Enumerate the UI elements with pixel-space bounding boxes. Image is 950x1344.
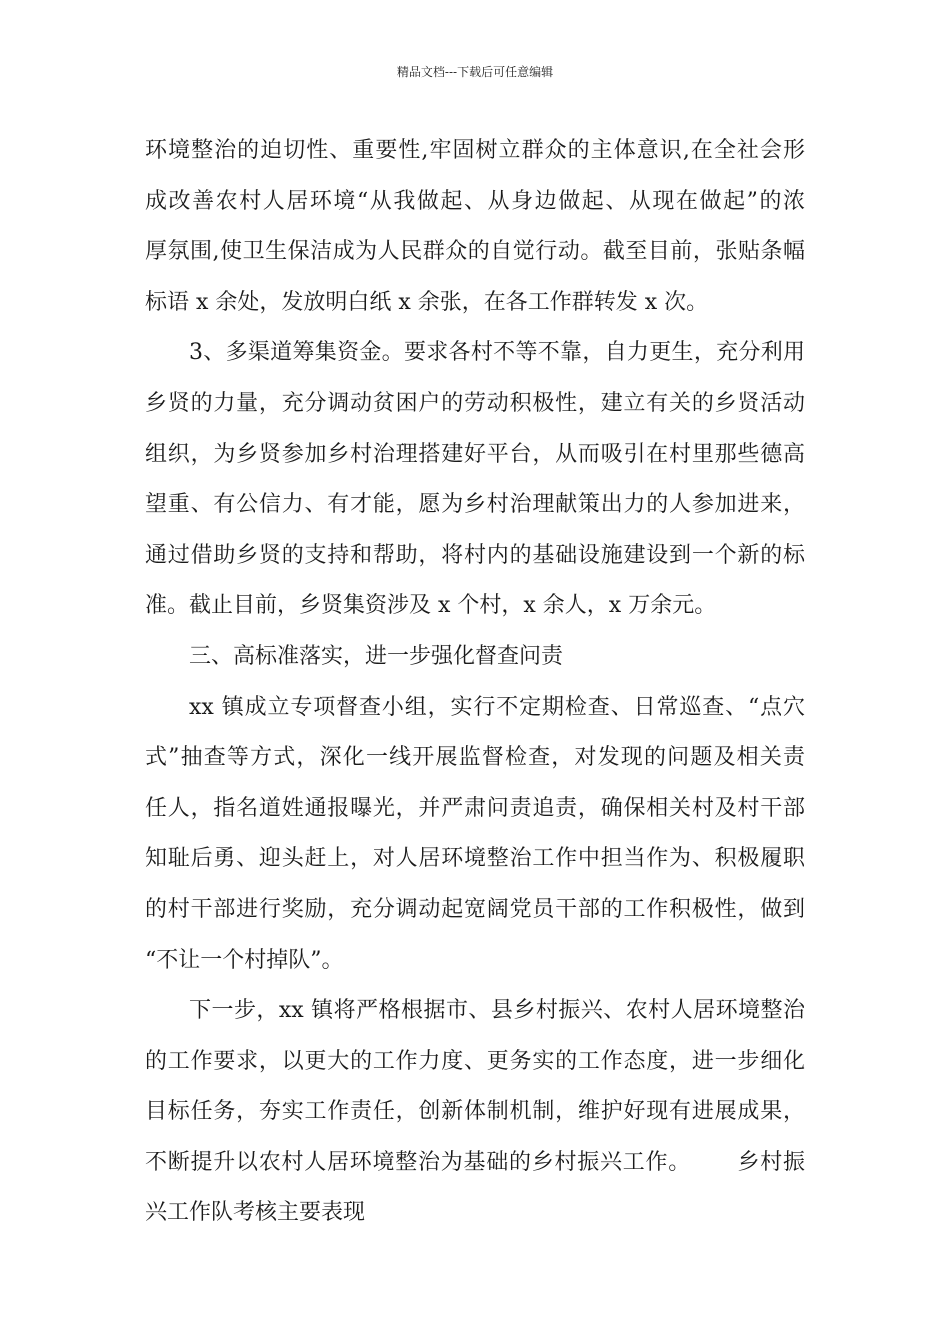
section-heading-text: 三、高标准落实，进一步强化督查问责 <box>189 643 564 669</box>
text-line: 通过借助乡贤的支持和帮助，将村内的基础设施建设到一个新的标 <box>145 542 805 568</box>
text-line: 的工作要求，以更大的工作力度、更务实的工作态度，进一步细化 <box>145 1048 805 1074</box>
document-body <box>145 126 805 1239</box>
text-line: 厚氛围,使卫生保洁成为人民群众的自觉行动。截至目前，张贴条幅 <box>145 239 805 265</box>
paragraph-publicity <box>145 126 805 328</box>
paragraph-next-steps <box>145 986 805 1239</box>
text-line: 组织，为乡贤参加乡村治理搭建好平台，从而吸引在村里那些德高 <box>145 441 805 467</box>
page-header <box>0 64 950 80</box>
text-line: 不断提升以农村人居环境整治为基础的乡村振兴工作。 乡村振 <box>145 1149 805 1175</box>
text-line: “不让一个村掉队”。 <box>145 947 344 973</box>
section-heading <box>145 632 805 683</box>
text-line: xx 镇成立专项督查小组，实行不定期检查、日常巡查、“点穴 <box>189 694 805 720</box>
paragraph-funding <box>145 328 805 632</box>
text-line: 乡贤的力量，充分调动贫困户的劳动积极性，建立有关的乡贤活动 <box>145 390 805 416</box>
text-line: 任人，指名道姓通报曝光，并严肃问责追责，确保相关村及村干部 <box>145 795 805 821</box>
text-line: 目标任务，夯实工作责任，创新体制机制，维护好现有进展成果， <box>145 1099 805 1125</box>
text-line: 准。截止目前，乡贤集资涉及 x 个村，x 余人，x 万余元。 <box>145 593 717 619</box>
text-line: 知耻后勇、迎头赶上，对人居环境整治工作中担当作为、积极履职 <box>145 846 805 872</box>
text-line: 标语 x 余处，发放明白纸 x 余张，在各工作群转发 x 次。 <box>145 289 709 315</box>
text-line: 3、多渠道筹集资金。要求各村不等不靠，自力更生，充分利用 <box>189 340 805 366</box>
text-line: 成改善农村人居环境“从我做起、从身边做起、从现在做起”的浓 <box>145 188 805 214</box>
paragraph-supervision <box>145 683 805 987</box>
header-watermark-text: 精品文档---下载后可任意编辑 <box>396 65 554 79</box>
text-line: 式”抽查等方式，深化一线开展监督检查，对发现的问题及相关责 <box>145 745 805 771</box>
text-line: 环境整治的迫切性、重要性,牢固树立群众的主体意识,在全社会形 <box>145 138 805 163</box>
text-line: 兴工作队考核主要表现 <box>145 1200 366 1226</box>
text-line: 下一步，xx 镇将严格根据市、县乡村振兴、农村人居环境整治 <box>189 998 805 1024</box>
text-line: 的村干部进行奖励，充分调动起宽阔党员干部的工作积极性，做到 <box>145 896 805 922</box>
text-line: 望重、有公信力、有才能，愿为乡村治理献策出力的人参加进来， <box>145 492 805 518</box>
